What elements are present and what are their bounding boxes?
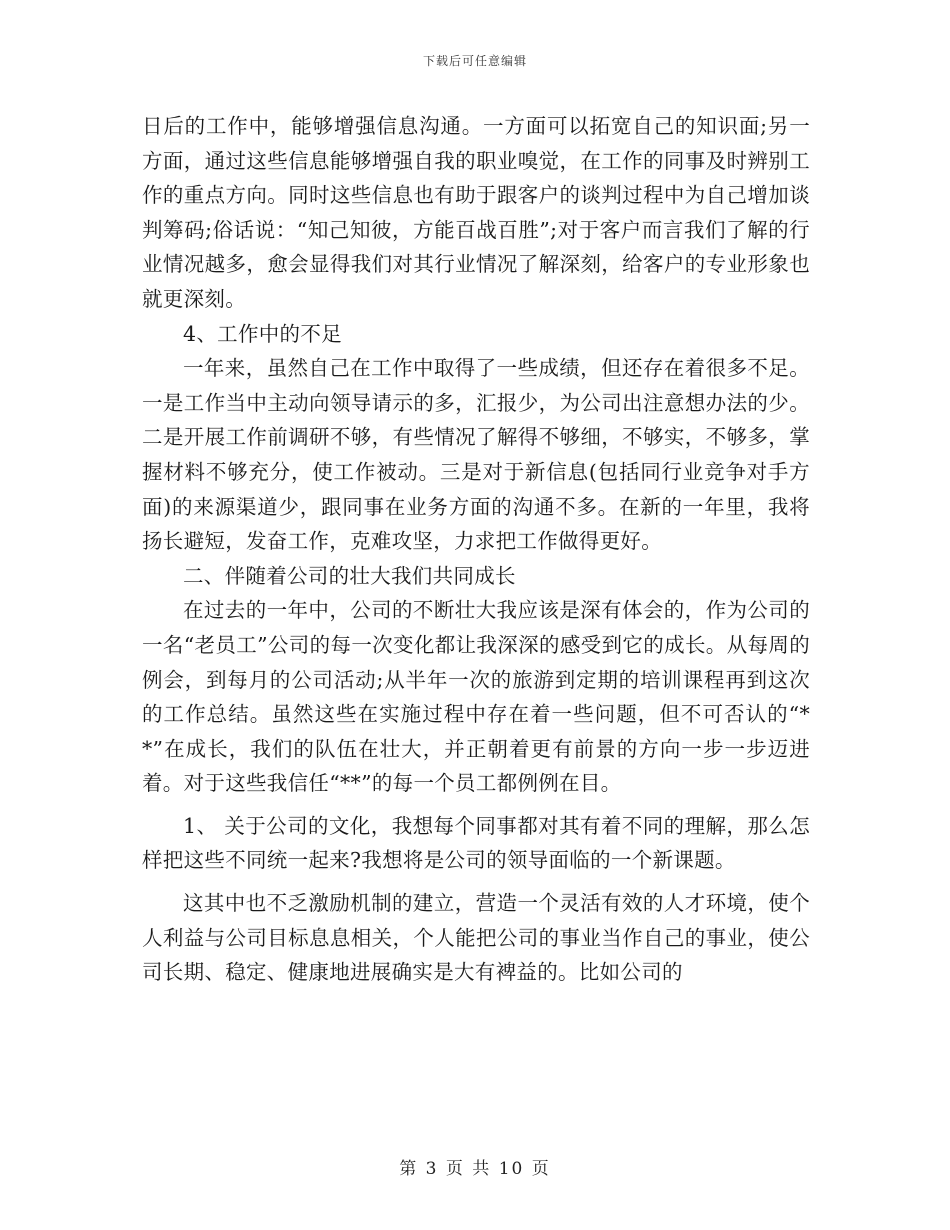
section-heading-shortcomings: 4、工作中的不足 [183, 321, 342, 346]
page-header: 下载后可任意编辑 [422, 54, 527, 68]
paragraph-incentive: 这其中也不乏激励机制的建立，营造一个灵活有效的人才环境，使个人利益与公司目标息息相关，个人能把公司的事业当作自己的事业，使公司长期、稳定、健康地进展确实是大有裨益的。比如公司的 [142, 891, 810, 985]
section-heading-growth: 二、伴随着公司的壮大我们共同成长 [183, 563, 516, 588]
paragraph-growth: 在过去的一年中，公司的不断壮大我应该是深有体会的，作为公司的一名“老员工”公司的每一次变化都让我深深的感受到它的成长。从每周的例会，到每月的公司活动;从半年一次的旅游到定期的培训课程再到这次的工作总结。虽然这些在实施过程中存在着一些问题，但不可否认的“**”在成长，我们的队伍在壮大，并正朝着更有前景的方向一步一步迈进着。对于这些我信任“**”的每一个员工都例例在目。 [142, 598, 810, 796]
paragraph-shortcomings: 一年来，虽然自己在工作中取得了一些成绩，但还存在着很多不足。一是工作当中主动向领导请示的多，汇报少，为公司出注意想办法的少。二是开展工作前调研不够，有些情况了解得不够细，不够实，不够多，掌握材料不够充分，使工作被动。三是对于新信息(包括同行业竞争对手方面)的来源渠道少，跟同事在业务方面的沟通不多。在新的一年里，我将扬长避短，发奋工作，克难攻坚，力求把工作做得更好。 [142, 356, 810, 554]
document-body [142, 109, 810, 990]
paragraph-company-culture: 1、 关于公司的文化，我想每个同事都对其有着不同的理解，那么怎样把这些不同统一起来?我想将是公司的领导面临的一个新课题。 [142, 813, 810, 873]
paragraph-continuation: 日后的工作中，能够增强信息沟通。一方面可以拓宽自己的知识面;另一方面，通过这些信息能够增强自我的职业嗅觉，在工作的同事及时辨别工作的重点方向。同时这些信息也有助于跟客户的谈判过程中为自己增加谈判筹码;俗话说：“知己知彼，方能百战百胜”;对于客户而言我们了解的行业情况越多，愈会显得我们对其行业情况了解深刻，给客户的专业形象也就更深刻。 [142, 114, 810, 311]
page-number: 第 3 页 共 10 页 [399, 1159, 551, 1179]
